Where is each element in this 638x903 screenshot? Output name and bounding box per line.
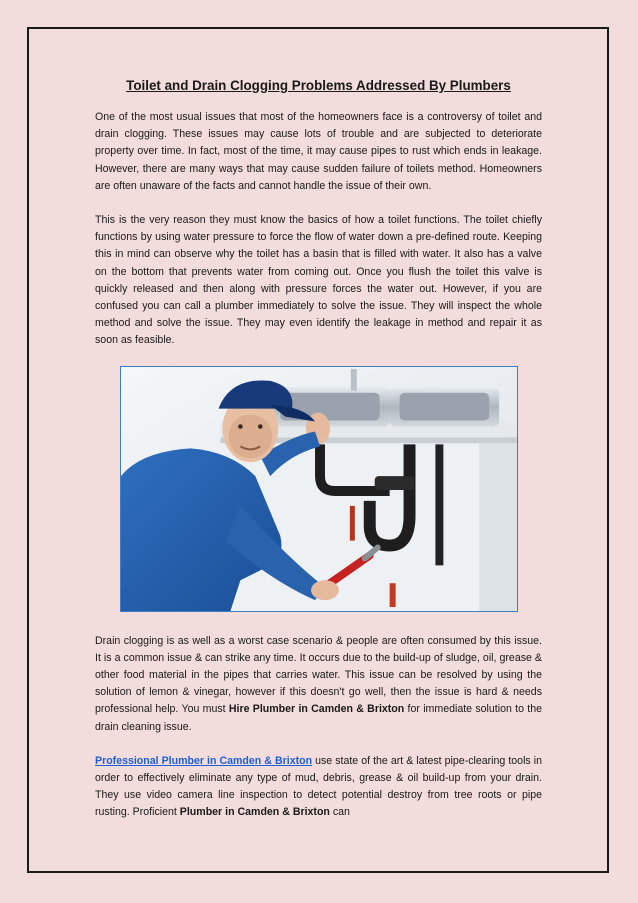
paragraph-professional-plumber: Professional Plumber in Camden & Brixton use state of the art & latest pipe-clearing tools in order to effectively eliminate any type of mud, debris, grease & oil build-up from your drain. They use video camera line inspection to detect potential destroy from tree roots or pipe rusting. Proficient Plumber in Camden & Brixton can [95,754,542,819]
paragraph-toilet-function: This is the very reason they must know the basics of how a toilet functions. The toilet chiefly functions by using water pressure to force the flow of water down a pre-defined route. Keeping this in mind can observe why the toilet has a basin that is filled with water. It also has a valve on the bottom that prevents water from coming out. Once you flush the toilet this valve is quickly released and then along with pressure forces the water out. However, if you are confused you can call a plumber immediately to solve the issue. They will inspect the whole method and solve the issue. They may even identify the leakage in method and repair it as soon as feasible. [95,214,542,347]
professional-plumber-link[interactable]: Professional Plumber in Camden & Brixton [95,754,313,767]
document-body [95,77,542,839]
plumber-photo [120,366,518,612]
paragraph-drain-clogging: Drain clogging is as well as a worst case scenario & people are often consumed by this issue. It is a common issue & can strike any time. It occurs due to the build-up of sludge, oil, grease & other food material in the pipes that carries water. This issue can be resolved by using the solution of lemon & vinegar, however if this doesn't go well, then the issue is hard & needs professional help. You must Hire Plumber in Camden & Brixton for immediate solution to the drain cleaning issue. [95,634,543,733]
document-title: Toilet and Drain Clogging Problems Addressed By Plumbers [126,78,511,93]
hire-plumber-bold: Hire Plumber in Camden & Brixton [228,703,405,716]
plumber-bold: Plumber in Camden & Brixton [179,806,330,819]
paragraph-intro: One of the most usual issues that most of the homeowners face is a controversy of toilet and drain clogging. These issues may cause lots of trouble and are subjected to deteriorate property over time. In fact, most of the time, it may cause pipes to rust which ends in leakage. However, there are many ways that may cause sudden failure of toilets method. Homeowners are often unaware of the facts and cannot handle the issue of their own. [95,111,542,192]
